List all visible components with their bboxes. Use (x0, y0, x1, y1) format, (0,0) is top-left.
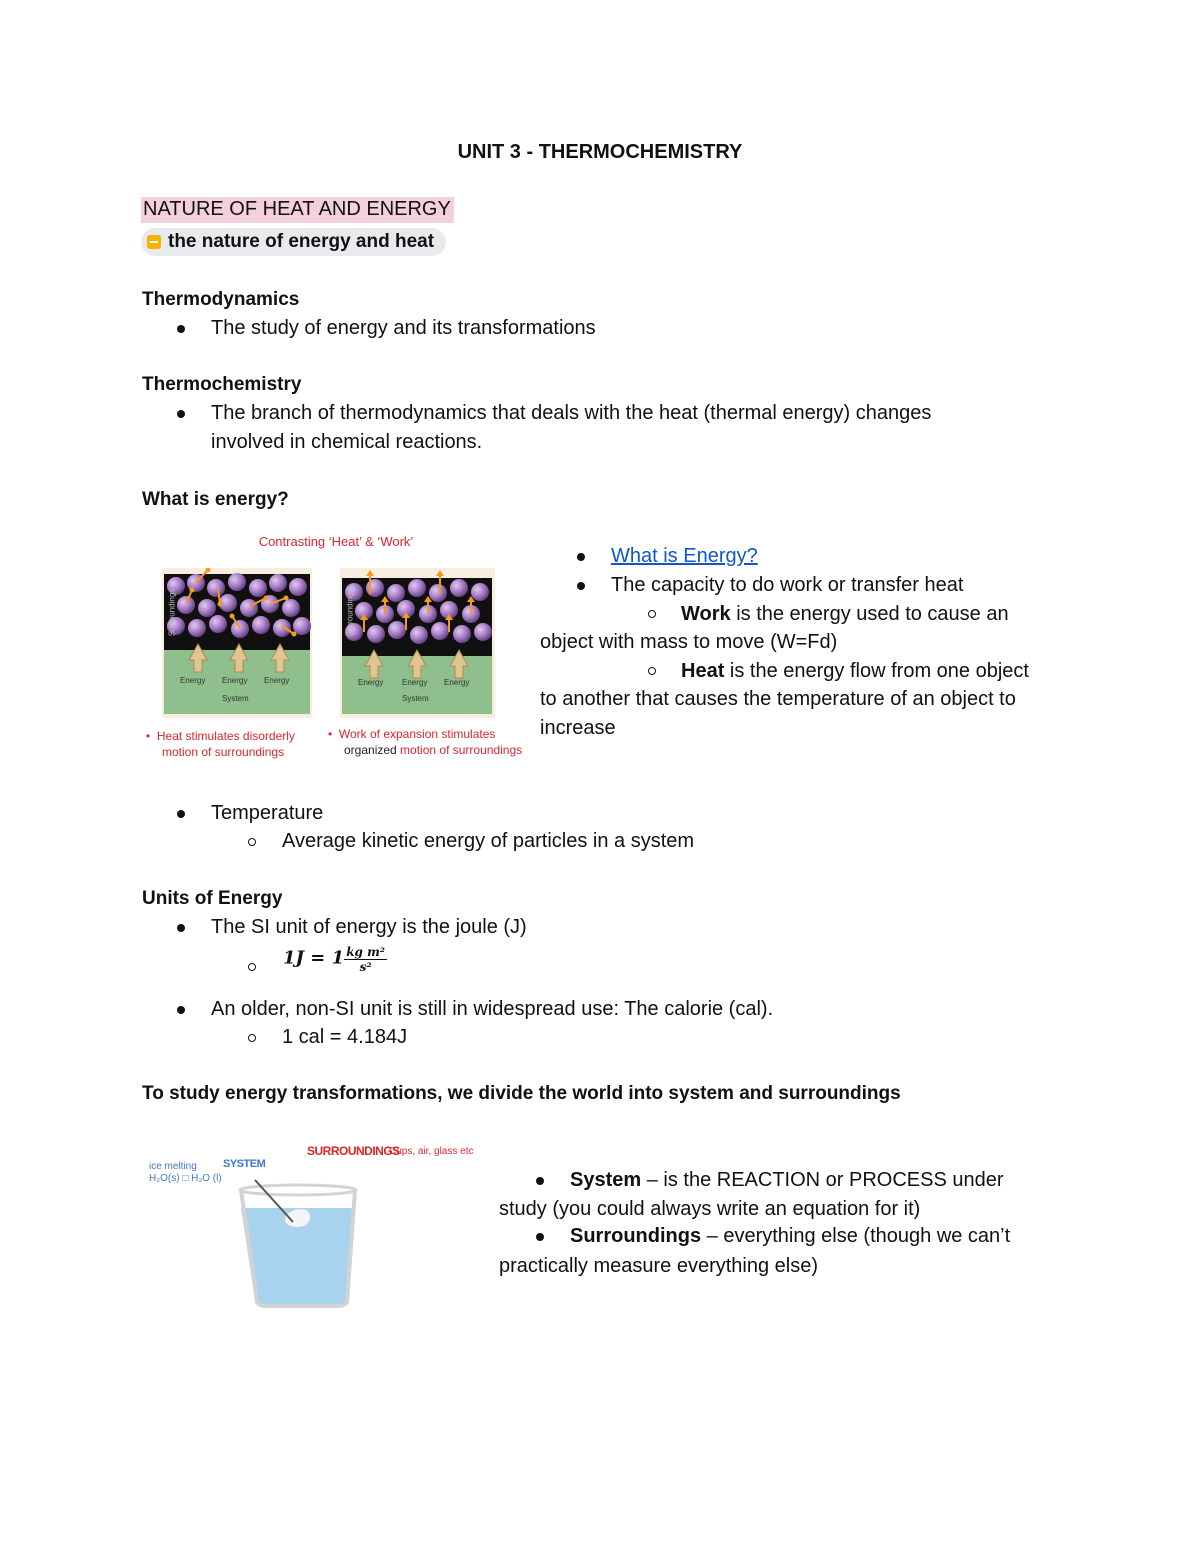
what-is-energy-heading: What is energy? (142, 489, 289, 510)
thermochemistry-heading: Thermochemistry (142, 374, 302, 395)
what-is-energy-link[interactable]: What is Energy? (611, 545, 758, 567)
heat-caption-line2: motion of surroundings (162, 745, 285, 759)
circle-bullet-icon (248, 838, 256, 846)
heat-term: Heat (681, 660, 725, 682)
work-caption-line1: Work of expansion stimulates (338, 727, 496, 741)
energy-label: Energy (444, 678, 470, 687)
fig-system-label: SYSTEM (223, 1158, 266, 1170)
energy-label: Energy (180, 676, 206, 685)
thermochemistry-def-line1: The branch of thermodynamics that deals with the heat (thermal energy) changes (211, 402, 932, 424)
thermodynamics-def: The study of energy and its transformations (211, 317, 596, 339)
fig-ice-equation: H₂O(s) □ H₂O (l) (149, 1173, 222, 1184)
bullet-icon (177, 410, 185, 418)
heat-caption-line1: Heat stimulates disorderly (156, 729, 295, 743)
system-label: System (402, 694, 429, 703)
bullet-icon (577, 553, 585, 561)
older-unit-text: An older, non-SI unit is still in widespread use: The calorie (cal). (211, 998, 774, 1020)
chip-label: the nature of energy and heat (168, 231, 435, 252)
work-definition (681, 600, 1009, 629)
bullet-icon (177, 810, 185, 818)
equation-fraction (344, 945, 387, 974)
surroundings-side-label: Surroundings (167, 588, 177, 637)
system-def-line1: – is the REACTION or PROCESS under (641, 1169, 1004, 1191)
system-definition (570, 1166, 1004, 1195)
energy-label: Energy (264, 676, 290, 685)
calorie-conversion: 1 cal = 4.184J (282, 1026, 408, 1048)
si-unit-text: The SI unit of energy is the joule (J) (211, 916, 527, 938)
work-caption: • Work of expansion stimulates organized motion of surroundings (328, 727, 523, 757)
heat-def-line2: to another that causes the temperature of an object to (540, 688, 1016, 710)
equation-left: 1J = 1 (283, 947, 345, 969)
surroundings-term: Surroundings (570, 1225, 702, 1247)
surroundings-def-line1: – everything else (though we can’t (701, 1225, 1011, 1247)
work-panel (340, 568, 495, 718)
circle-bullet-icon (648, 667, 656, 675)
bullet-icon (577, 582, 585, 590)
bullet-icon (177, 325, 185, 333)
work-def-line1: is the energy used to cause an (730, 603, 1009, 625)
figure-title: Contrasting ‘Heat’ & ‘Work’ (258, 534, 414, 549)
surroundings-def-line2: practically measure everything else) (499, 1255, 819, 1277)
thermochemistry-def-line2: involved in chemical reactions. (211, 431, 483, 453)
energy-label: Energy (222, 676, 248, 685)
circle-bullet-icon (248, 1034, 256, 1042)
fig-surroundings-label: SURROUNDINGS (307, 1144, 400, 1158)
system-surroundings-heading: To study energy transformations, we divide the world into system and surroundings (142, 1083, 901, 1104)
energy-label: Energy (402, 678, 428, 687)
smart-chip[interactable] (141, 228, 446, 256)
joule-equation (283, 945, 387, 974)
heat-caption: • Heat stimulates disorderly motion of surroundings (146, 729, 295, 759)
heat-def-line3: increase (540, 717, 616, 739)
chip-icon (147, 235, 161, 249)
fig-surroundings-note: Cups, air, glass etc (389, 1146, 474, 1157)
system-term: System (570, 1169, 642, 1191)
temperature-def: Average kinetic energy of particles in a system (282, 830, 695, 852)
work-term: Work (681, 603, 731, 625)
surroundings-definition (570, 1222, 1010, 1251)
heat-definition (681, 657, 1029, 686)
bullet-icon (536, 1233, 544, 1241)
bullet-icon (536, 1177, 544, 1185)
bullet-icon (177, 1006, 185, 1014)
heat-work-figure (140, 530, 532, 760)
temperature-label: Temperature (211, 802, 324, 824)
section-heading: NATURE OF HEAT AND ENERGY (141, 197, 454, 223)
page-title: UNIT 3 - THERMOCHEMISTRY (457, 141, 743, 163)
energy-label: Energy (358, 678, 384, 687)
circle-bullet-icon (648, 610, 656, 618)
equation-denominator: s² (359, 960, 372, 974)
circle-bullet-icon (248, 963, 256, 971)
heat-panel (162, 568, 312, 718)
capacity-text: The capacity to do work or transfer heat (611, 574, 964, 596)
surroundings-side-label: Surroundings (345, 588, 355, 637)
work-caption-organized: organized (344, 743, 397, 757)
beaker-figure (145, 1140, 485, 1310)
work-def-line2: object with mass to move (W=Fd) (540, 631, 838, 653)
equation-numerator: kg m² (346, 945, 386, 959)
system-def-line2: study (you could always write an equation for it) (499, 1198, 921, 1220)
bullet-icon (177, 924, 185, 932)
beaker-illustration (145, 1140, 485, 1310)
heat-def-line1: is the energy flow from one object (724, 660, 1029, 682)
fig-ice-label: ice melting (149, 1161, 197, 1172)
system-label: System (222, 694, 249, 703)
work-caption-line2: motion of surroundings (396, 743, 523, 757)
units-heading: Units of Energy (142, 888, 283, 909)
thermodynamics-heading: Thermodynamics (142, 289, 300, 310)
